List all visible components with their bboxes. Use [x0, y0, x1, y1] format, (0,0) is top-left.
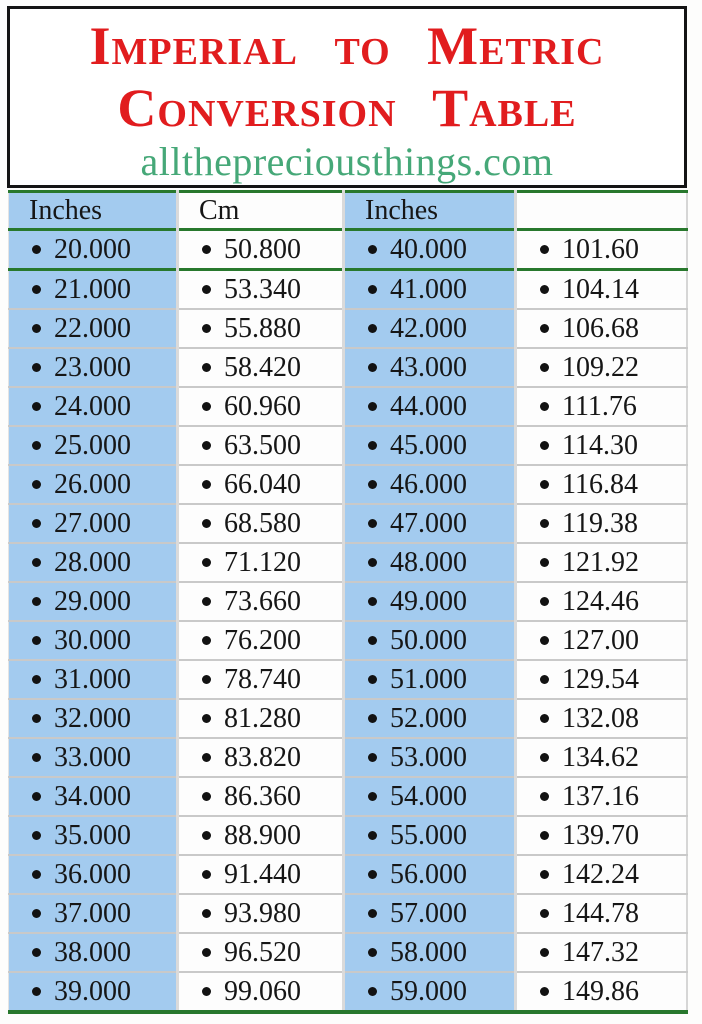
cell-value: 99.060	[224, 976, 301, 1007]
bullet-dot-icon	[368, 285, 377, 294]
title-box	[7, 6, 687, 188]
cell-value: 27.000	[54, 508, 131, 539]
cell-value: 127.00	[562, 625, 639, 656]
bullet-dot-icon	[32, 714, 41, 723]
cell-value: 93.980	[224, 898, 301, 929]
cell-cm-right	[516, 504, 687, 543]
bullet-dot-icon	[32, 519, 41, 528]
cell-value: 33.000	[54, 742, 131, 773]
cell-cm-left	[178, 426, 344, 465]
cell-cm-left	[178, 699, 344, 738]
bullet-dot-icon	[368, 987, 377, 996]
cell-value: 114.30	[562, 430, 638, 461]
cell-inches-left	[9, 855, 178, 894]
table-header	[9, 192, 687, 230]
cell-inches-right	[344, 816, 516, 855]
cell-value: 71.120	[224, 547, 301, 578]
bullet-dot-icon	[368, 909, 377, 918]
table-body	[9, 230, 687, 1013]
cell-value: 139.70	[562, 820, 639, 851]
bullet-dot-icon	[32, 909, 41, 918]
bullet-dot-icon	[368, 480, 377, 489]
bullet-dot-icon	[32, 675, 41, 684]
cell-value: 23.000	[54, 352, 131, 383]
cell-value: 29.000	[54, 586, 131, 617]
bullet-dot-icon	[368, 753, 377, 762]
bullet-dot-icon	[368, 675, 377, 684]
cell-cm-right	[516, 465, 687, 504]
bullet-dot-icon	[368, 597, 377, 606]
bullet-dot-icon	[540, 987, 549, 996]
cell-value: 41.000	[390, 274, 467, 305]
cell-inches-left	[9, 465, 178, 504]
cell-inches-right	[344, 230, 516, 270]
cell-inches-right	[344, 621, 516, 660]
bullet-dot-icon	[32, 831, 41, 840]
bullet-dot-icon	[540, 792, 549, 801]
cell-value: 24.000	[54, 391, 131, 422]
cell-value: 63.500	[224, 430, 301, 461]
cell-cm-right	[516, 270, 687, 310]
bullet-dot-icon	[368, 519, 377, 528]
cell-inches-left	[9, 894, 178, 933]
table-row	[9, 543, 687, 582]
cell-inches-left	[9, 582, 178, 621]
cell-inches-right	[344, 582, 516, 621]
cell-value: 30.000	[54, 625, 131, 656]
table-row	[9, 972, 687, 1012]
bullet-dot-icon	[540, 324, 549, 333]
cell-inches-right	[344, 348, 516, 387]
cell-value: 66.040	[224, 469, 301, 500]
cell-value: 38.000	[54, 937, 131, 968]
cell-cm-right	[516, 426, 687, 465]
bullet-dot-icon	[540, 831, 549, 840]
table-row	[9, 230, 687, 270]
cell-cm-left	[178, 933, 344, 972]
cell-value: 58.000	[390, 937, 467, 968]
bullet-dot-icon	[540, 519, 549, 528]
cell-cm-right	[516, 894, 687, 933]
cell-value: 52.000	[390, 703, 467, 734]
header-row	[9, 192, 687, 230]
cell-inches-right	[344, 933, 516, 972]
cell-value: 45.000	[390, 430, 467, 461]
cell-cm-left	[178, 348, 344, 387]
title-line-2: Conversion Table	[117, 78, 577, 138]
bullet-dot-icon	[368, 636, 377, 645]
cell-value: 68.580	[224, 508, 301, 539]
bullet-dot-icon	[202, 909, 211, 918]
cell-inches-right	[344, 504, 516, 543]
cell-inches-left	[9, 230, 178, 270]
cell-value: 46.000	[390, 469, 467, 500]
cell-inches-left	[9, 699, 178, 738]
cell-value: 106.68	[562, 313, 639, 344]
cell-cm-left	[178, 777, 344, 816]
website-text: allthepreciousthings.com	[140, 139, 554, 184]
table-row	[9, 777, 687, 816]
cell-inches-left	[9, 348, 178, 387]
bullet-dot-icon	[202, 558, 211, 567]
cell-value: 42.000	[390, 313, 467, 344]
cell-value: 86.360	[224, 781, 301, 812]
bullet-dot-icon	[368, 324, 377, 333]
cell-inches-right	[344, 465, 516, 504]
col-header-inches-right: Inches	[344, 192, 516, 230]
cell-value: 21.000	[54, 274, 131, 305]
cell-inches-right	[344, 894, 516, 933]
table-row	[9, 894, 687, 933]
cell-value: 78.740	[224, 664, 301, 695]
cell-value: 51.000	[390, 664, 467, 695]
cell-value: 58.420	[224, 352, 301, 383]
cell-inches-left	[9, 309, 178, 348]
bullet-dot-icon	[540, 245, 549, 254]
conversion-table	[8, 190, 688, 1014]
cell-value: 53.340	[224, 274, 301, 305]
table-row	[9, 660, 687, 699]
cell-cm-right	[516, 972, 687, 1012]
bullet-dot-icon	[368, 714, 377, 723]
cell-value: 32.000	[54, 703, 131, 734]
bullet-dot-icon	[32, 480, 41, 489]
cell-value: 73.660	[224, 586, 301, 617]
bullet-dot-icon	[32, 987, 41, 996]
cell-inches-right	[344, 309, 516, 348]
bullet-dot-icon	[202, 480, 211, 489]
cell-value: 35.000	[54, 820, 131, 851]
cell-inches-right	[344, 855, 516, 894]
bullet-dot-icon	[202, 714, 211, 723]
cell-inches-right	[344, 387, 516, 426]
cell-cm-left	[178, 972, 344, 1012]
bullet-dot-icon	[202, 285, 211, 294]
table-row	[9, 855, 687, 894]
cell-value: 44.000	[390, 391, 467, 422]
cell-cm-left	[178, 621, 344, 660]
cell-inches-left	[9, 933, 178, 972]
cell-cm-left	[178, 543, 344, 582]
bullet-dot-icon	[540, 363, 549, 372]
cell-cm-left	[178, 387, 344, 426]
cell-cm-right	[516, 933, 687, 972]
cell-value: 144.78	[562, 898, 639, 929]
cell-cm-left	[178, 816, 344, 855]
table-row	[9, 387, 687, 426]
cell-value: 137.16	[562, 781, 639, 812]
bullet-dot-icon	[202, 519, 211, 528]
cell-value: 129.54	[562, 664, 639, 695]
cell-value: 40.000	[390, 234, 467, 265]
bullet-dot-icon	[540, 675, 549, 684]
bullet-dot-icon	[540, 909, 549, 918]
bullet-dot-icon	[368, 831, 377, 840]
cell-cm-left	[178, 660, 344, 699]
bullet-dot-icon	[32, 402, 41, 411]
table-row	[9, 348, 687, 387]
cell-value: 119.38	[562, 508, 638, 539]
cell-value: 34.000	[54, 781, 131, 812]
cell-cm-right	[516, 738, 687, 777]
bullet-dot-icon	[32, 948, 41, 957]
cell-inches-left	[9, 543, 178, 582]
cell-value: 26.000	[54, 469, 131, 500]
cell-cm-right	[516, 387, 687, 426]
bullet-dot-icon	[202, 831, 211, 840]
cell-value: 54.000	[390, 781, 467, 812]
cell-value: 55.880	[224, 313, 301, 344]
cell-inches-left	[9, 504, 178, 543]
bullet-dot-icon	[32, 870, 41, 879]
cell-inches-left	[9, 621, 178, 660]
table-row	[9, 270, 687, 310]
cell-inches-right	[344, 738, 516, 777]
cell-value: 88.900	[224, 820, 301, 851]
cell-cm-left	[178, 582, 344, 621]
cell-inches-right	[344, 426, 516, 465]
title-line-1: Imperial to Metric	[89, 16, 605, 76]
cell-inches-right	[344, 543, 516, 582]
cell-value: 25.000	[54, 430, 131, 461]
cell-value: 111.76	[562, 391, 637, 422]
cell-cm-right	[516, 660, 687, 699]
bullet-dot-icon	[368, 558, 377, 567]
cell-value: 31.000	[54, 664, 131, 695]
cell-inches-left	[9, 426, 178, 465]
cell-inches-right	[344, 699, 516, 738]
cell-value: 116.84	[562, 469, 638, 500]
bullet-dot-icon	[202, 402, 211, 411]
cell-value: 37.000	[54, 898, 131, 929]
cell-cm-right	[516, 582, 687, 621]
bullet-dot-icon	[202, 245, 211, 254]
cell-inches-left	[9, 270, 178, 310]
cell-value: 55.000	[390, 820, 467, 851]
bullet-dot-icon	[32, 636, 41, 645]
bullet-dot-icon	[540, 714, 549, 723]
cell-inches-left	[9, 660, 178, 699]
cell-value: 49.000	[390, 586, 467, 617]
cell-value: 22.000	[54, 313, 131, 344]
cell-inches-left	[9, 738, 178, 777]
cell-inches-left	[9, 777, 178, 816]
bullet-dot-icon	[540, 636, 549, 645]
cell-value: 142.24	[562, 859, 639, 890]
cell-cm-right	[516, 348, 687, 387]
cell-inches-right	[344, 972, 516, 1012]
cell-value: 101.60	[562, 234, 639, 265]
cell-cm-left	[178, 270, 344, 310]
bullet-dot-icon	[32, 753, 41, 762]
cell-value: 43.000	[390, 352, 467, 383]
table-row	[9, 933, 687, 972]
bullet-dot-icon	[540, 558, 549, 567]
cell-value: 121.92	[562, 547, 639, 578]
table-row	[9, 621, 687, 660]
cell-value: 59.000	[390, 976, 467, 1007]
cell-value: 124.46	[562, 586, 639, 617]
cell-cm-left	[178, 230, 344, 270]
col-header-cm-left: Cm	[178, 192, 344, 230]
bullet-dot-icon	[202, 753, 211, 762]
bullet-dot-icon	[540, 402, 549, 411]
cell-value: 28.000	[54, 547, 131, 578]
cell-cm-left	[178, 894, 344, 933]
bullet-dot-icon	[32, 363, 41, 372]
table-row	[9, 816, 687, 855]
table-row	[9, 426, 687, 465]
cell-value: 57.000	[390, 898, 467, 929]
bullet-dot-icon	[540, 285, 549, 294]
table-row	[9, 582, 687, 621]
cell-value: 132.08	[562, 703, 639, 734]
bullet-dot-icon	[202, 948, 211, 957]
cell-value: 48.000	[390, 547, 467, 578]
cell-cm-right	[516, 777, 687, 816]
cell-cm-right	[516, 543, 687, 582]
bullet-dot-icon	[540, 480, 549, 489]
cell-value: 96.520	[224, 937, 301, 968]
bullet-dot-icon	[540, 753, 549, 762]
cell-inches-right	[344, 270, 516, 310]
bullet-dot-icon	[540, 441, 549, 450]
cell-value: 56.000	[390, 859, 467, 890]
cell-cm-right	[516, 230, 687, 270]
table-row	[9, 699, 687, 738]
bullet-dot-icon	[368, 948, 377, 957]
cell-value: 36.000	[54, 859, 131, 890]
bullet-dot-icon	[32, 285, 41, 294]
cell-cm-right	[516, 621, 687, 660]
cell-inches-right	[344, 660, 516, 699]
table-row	[9, 465, 687, 504]
bullet-dot-icon	[202, 987, 211, 996]
cell-value: 60.960	[224, 391, 301, 422]
cell-cm-right	[516, 699, 687, 738]
bullet-dot-icon	[32, 245, 41, 254]
cell-cm-right	[516, 309, 687, 348]
table-row	[9, 309, 687, 348]
cell-cm-right	[516, 816, 687, 855]
cell-value: 134.62	[562, 742, 639, 773]
bullet-dot-icon	[202, 324, 211, 333]
bullet-dot-icon	[368, 441, 377, 450]
cell-value: 81.280	[224, 703, 301, 734]
cell-cm-left	[178, 504, 344, 543]
cell-value: 53.000	[390, 742, 467, 773]
col-header-inches-left: Inches	[9, 192, 178, 230]
bullet-dot-icon	[202, 792, 211, 801]
cell-value: 91.440	[224, 859, 301, 890]
col-header-cm-right	[516, 192, 687, 230]
bullet-dot-icon	[32, 441, 41, 450]
bullet-dot-icon	[368, 245, 377, 254]
cell-value: 147.32	[562, 937, 639, 968]
bullet-dot-icon	[540, 948, 549, 957]
bullet-dot-icon	[32, 324, 41, 333]
cell-cm-left	[178, 309, 344, 348]
cell-inches-left	[9, 387, 178, 426]
cell-value: 76.200	[224, 625, 301, 656]
bullet-dot-icon	[202, 597, 211, 606]
bullet-dot-icon	[540, 870, 549, 879]
bullet-dot-icon	[368, 402, 377, 411]
bullet-dot-icon	[368, 870, 377, 879]
cell-value: 47.000	[390, 508, 467, 539]
table-row	[9, 504, 687, 543]
cell-value: 39.000	[54, 976, 131, 1007]
cell-value: 50.800	[224, 234, 301, 265]
cell-cm-left	[178, 465, 344, 504]
cell-cm-left	[178, 855, 344, 894]
table-row	[9, 738, 687, 777]
bullet-dot-icon	[32, 558, 41, 567]
cell-inches-right	[344, 777, 516, 816]
cell-value: 104.14	[562, 274, 639, 305]
cell-inches-left	[9, 816, 178, 855]
bullet-dot-icon	[32, 597, 41, 606]
cell-value: 149.86	[562, 976, 639, 1007]
cell-value: 20.000	[54, 234, 131, 265]
cell-value: 50.000	[390, 625, 467, 656]
bullet-dot-icon	[202, 441, 211, 450]
bullet-dot-icon	[202, 636, 211, 645]
cell-inches-left	[9, 972, 178, 1012]
cell-cm-right	[516, 855, 687, 894]
bullet-dot-icon	[368, 792, 377, 801]
cell-value: 109.22	[562, 352, 639, 383]
cell-value: 83.820	[224, 742, 301, 773]
cell-cm-left	[178, 738, 344, 777]
bullet-dot-icon	[202, 870, 211, 879]
bullet-dot-icon	[202, 675, 211, 684]
bullet-dot-icon	[32, 792, 41, 801]
bullet-dot-icon	[202, 363, 211, 372]
bullet-dot-icon	[368, 363, 377, 372]
bullet-dot-icon	[540, 597, 549, 606]
